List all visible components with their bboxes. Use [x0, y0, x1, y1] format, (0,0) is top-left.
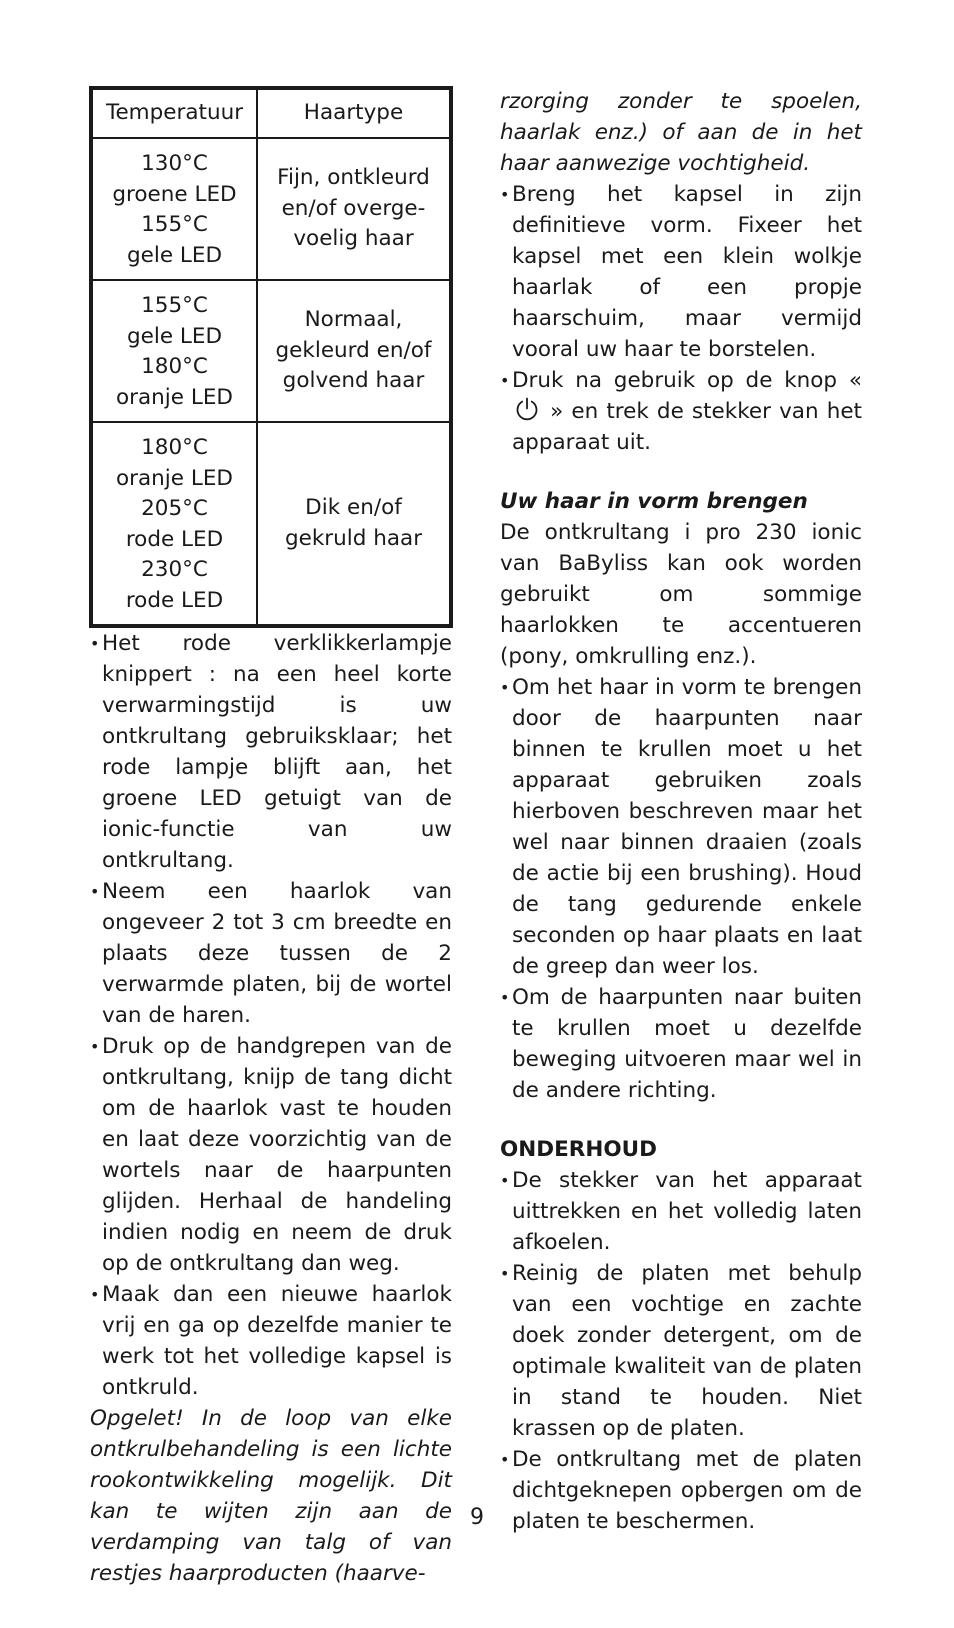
instruction-list	[90, 628, 452, 1403]
list-item: • Druk op de handgrepen van de ontkrultang, knijp de tang dicht om de haarlok vast te houden en laat deze voorzichtig van de wortels naar de haarpunten glijden. Herhaal de handeling indien nodig en neem de druk op de ontkrultang dan weg.	[90, 1031, 452, 1279]
section-title-styling: Uw haar in vorm brengen	[500, 489, 808, 514]
instruction-list	[500, 179, 862, 458]
table-row	[91, 422, 451, 626]
styling-list	[500, 672, 862, 1106]
power-icon	[514, 396, 540, 422]
header-temperature: Temperatuur	[91, 88, 257, 138]
table-header-row	[91, 88, 451, 138]
section-title-maintenance: ONDERHOUD	[500, 1137, 657, 1162]
page-number: 9	[470, 1505, 484, 1530]
temperature-cell: 130°C groene LED 155°C gele LED	[91, 138, 257, 280]
list-item: • De ontkrultang met de platen dichtgeknepen opbergen om de platen te beschermen.	[500, 1444, 862, 1537]
left-column	[90, 86, 452, 1589]
list-item-power	[500, 365, 862, 458]
list-item: • Om de haarpunten naar buiten te krullen moet u dezelfde beweging uitvoeren maar wel in de andere richting.	[500, 982, 862, 1106]
power-text-before: Druk na gebruik op de knop «	[512, 368, 862, 393]
temperature-table	[89, 86, 453, 628]
hairtype-cell: Fijn, ontkleurd en/of overge- voelig haar	[257, 138, 451, 280]
list-item: • Het rode verklikkerlampje knippert : na een heel korte verwarmingstijd is uw ontkrultang gebruiksklaar; het rode lampje blijft aan, het groene LED getuigt van de ionic-functie van uw ontkrultang.	[90, 628, 452, 876]
list-item: • Maak dan een nieuwe haarlok vrij en ga op dezelfde manier te werk tot het volledige kapsel is ontkruld.	[90, 1279, 452, 1403]
list-item: • Neem een haarlok van ongeveer 2 tot 3 cm breedte en plaats deze tussen de 2 verwarmde platen, bij de wortel van de haren.	[90, 876, 452, 1031]
list-item: • De stekker van het apparaat uittrekken en het volledig laten afkoelen.	[500, 1165, 862, 1258]
table-row	[91, 138, 451, 280]
maintenance-list	[500, 1165, 862, 1537]
hairtype-cell: Dik en/of gekruld haar	[257, 422, 451, 626]
table-row	[91, 280, 451, 422]
warning-note: Opgelet! In de loop van elke ontkrulbehandeling is een lichte rookontwikkeling mogelijk. Dit kan te wijten zijn aan de verdamping van talg of van restjes haarproducten (haarve-	[90, 1406, 452, 1586]
list-item: • Om het haar in vorm te brengen door de haarpunten naar binnen te krullen moet u het apparaat gebruiken zoals hierboven beschreven maar het wel naar binnen draaien (zoals de actie bij een brushing). Houd de tang gedurende enkele seconden op haar plaats en laat de greep dan weer los.	[500, 672, 862, 982]
right-column	[500, 86, 862, 1537]
power-text-after: » en trek de stekker van het apparaat uit.	[512, 399, 862, 455]
section-intro: De ontkrultang i pro 230 ionic van BaByliss kan ook worden gebruikt om sommige haarlokken te accentueren (pony, omkrulling enz.).	[500, 520, 862, 669]
list-item: • Reinig de platen met behulp van een vochtige en zachte doek zonder detergent, om de optimale kwaliteit van de platen in stand te houden. Niet krassen op de platen.	[500, 1258, 862, 1444]
warning-note-continued: rzorging zonder te spoelen, haarlak enz.) of aan de in het haar aanwezige vochtigheid.	[500, 89, 862, 176]
hairtype-cell: Normaal, gekleurd en/of golvend haar	[257, 280, 451, 422]
temperature-cell: 155°C gele LED 180°C oranje LED	[91, 280, 257, 422]
header-hairtype: Haartype	[257, 88, 451, 138]
temperature-cell: 180°C oranje LED 205°C rode LED 230°C rode LED	[91, 422, 257, 626]
list-item: • Breng het kapsel in zijn definitieve vorm. Fixeer het kapsel met een klein wolkje haarlak of een propje haarschuim, maar vermijd vooral uw haar te borstelen.	[500, 179, 862, 365]
